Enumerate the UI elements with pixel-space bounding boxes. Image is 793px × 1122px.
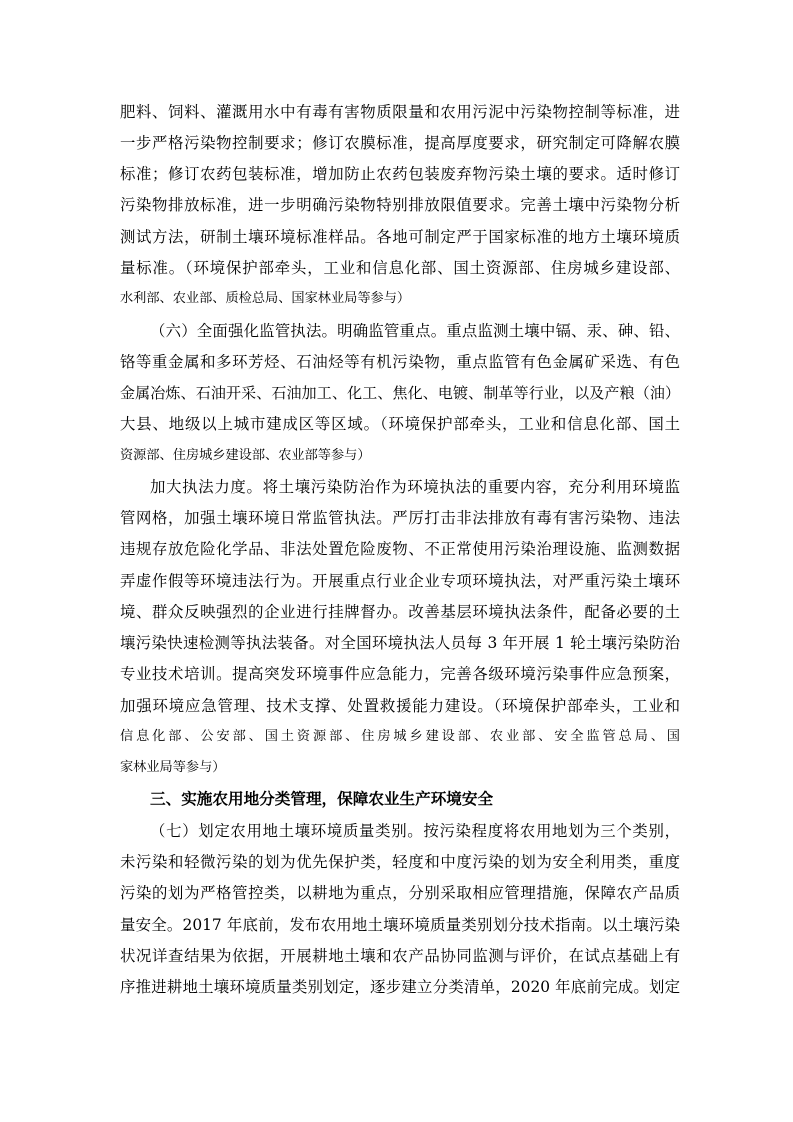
text-line: 家林业局等参与） bbox=[120, 760, 226, 775]
text-line: 大县、地级以上城市建成区等区域。（环境保护部牵头，工业和信息化部、国土 bbox=[120, 415, 680, 433]
text-line: 未污染和轻微污染的划为优先保护类，轻度和中度污染的划为安全利用类，重度 bbox=[120, 853, 680, 871]
text-line: 加大执法力度。将土壤污染防治作为环境执法的重要内容，充分利用环境监 bbox=[150, 478, 680, 496]
text-line: 管网格，加强土壤环境日常监管执法。严厉打击非法排放有毒有害污染物、违法 bbox=[120, 509, 680, 527]
text-line: 肥料、饲料、灌溉用水中有毒有害物质限量和农用污泥中污染物控制等标准，进 bbox=[120, 103, 680, 121]
text-line: 污染的划为严格管控类，以耕地为重点，分别采取相应管理措施，保障农产品质 bbox=[120, 884, 680, 902]
text-line: 污染物排放标准，进一步明确污染物特别排放限值要求。完善土壤中污染物分析 bbox=[120, 196, 680, 214]
text-line: 量安全。2017 年底前，发布农用地土壤环境质量类别划分技术指南。以土壤污染 bbox=[120, 916, 680, 934]
section-heading: 三、实施农用地分类管理，保障农业生产环境安全 bbox=[150, 789, 494, 808]
text-line: 加强环境应急管理、技术支撑、处置救援能力建设。（环境保护部牵头，工业和 bbox=[120, 697, 680, 715]
text-line: 资源部、住房城乡建设部、农业部等参与） bbox=[120, 448, 371, 463]
text-line: 水利部、农业部、质检总局、国家林业局等参与） bbox=[120, 291, 411, 306]
text-line: 壤污染快速检测等执法装备。对全国环境执法人员每 3 年开展 1 轮土壤污染防治 bbox=[120, 634, 680, 652]
text-line: 测试方法，研制土壤环境标准样品。各地可制定严于国家标准的地方土壤环境质 bbox=[120, 228, 680, 246]
text-line: 境、群众反映强烈的企业进行挂牌督办。改善基层环境执法条件，配备必要的土 bbox=[120, 603, 680, 621]
text-line: 专业技术培训。提高突发环境事件应急能力，完善各级环境污染事件应急预案， bbox=[120, 665, 680, 683]
text-line: 金属冶炼、石油开采、石油加工、化工、焦化、电镀、制革等行业，以及产粮（油） bbox=[120, 384, 680, 402]
text-line: 标准；修订农药包装标准，增加防止农药包装废弃物污染土壤的要求。适时修订 bbox=[120, 165, 680, 183]
text-line: 一步严格污染物控制要求；修订农膜标准，提高厚度要求，研究制定可降解农膜 bbox=[120, 134, 680, 152]
text-line: 弄虚作假等环境违法行为。开展重点行业企业专项环境执法，对严重污染土壤环 bbox=[120, 572, 680, 590]
text-line: 序推进耕地土壤环境质量类别划定，逐步建立分类清单，2020 年底前完成。划定 bbox=[120, 978, 680, 996]
text-line: 量标准。（环境保护部牵头，工业和信息化部、国土资源部、住房城乡建设部、 bbox=[120, 259, 680, 277]
text-line: 信息化部、公安部、国土资源部、住房城乡建设部、农业部、安全监管总局、国 bbox=[120, 729, 680, 744]
text-line: 违规存放危险化学品、非法处置危险废物、不正常使用污染治理设施、监测数据 bbox=[120, 540, 680, 558]
text-line: （七）划定农用地土壤环境质量类别。按污染程度将农用地划为三个类别， bbox=[150, 822, 680, 840]
text-line: 铬等重金属和多环芳烃、石油烃等有机污染物，重点监管有色金属矿采选、有色 bbox=[120, 353, 680, 371]
text-line: 状况详查结果为依据，开展耕地土壤和农产品协同监测与评价，在试点基础上有 bbox=[120, 947, 680, 965]
text-line: （六）全面强化监管执法。明确监管重点。重点监测土壤中镉、汞、砷、铅、 bbox=[150, 322, 680, 340]
